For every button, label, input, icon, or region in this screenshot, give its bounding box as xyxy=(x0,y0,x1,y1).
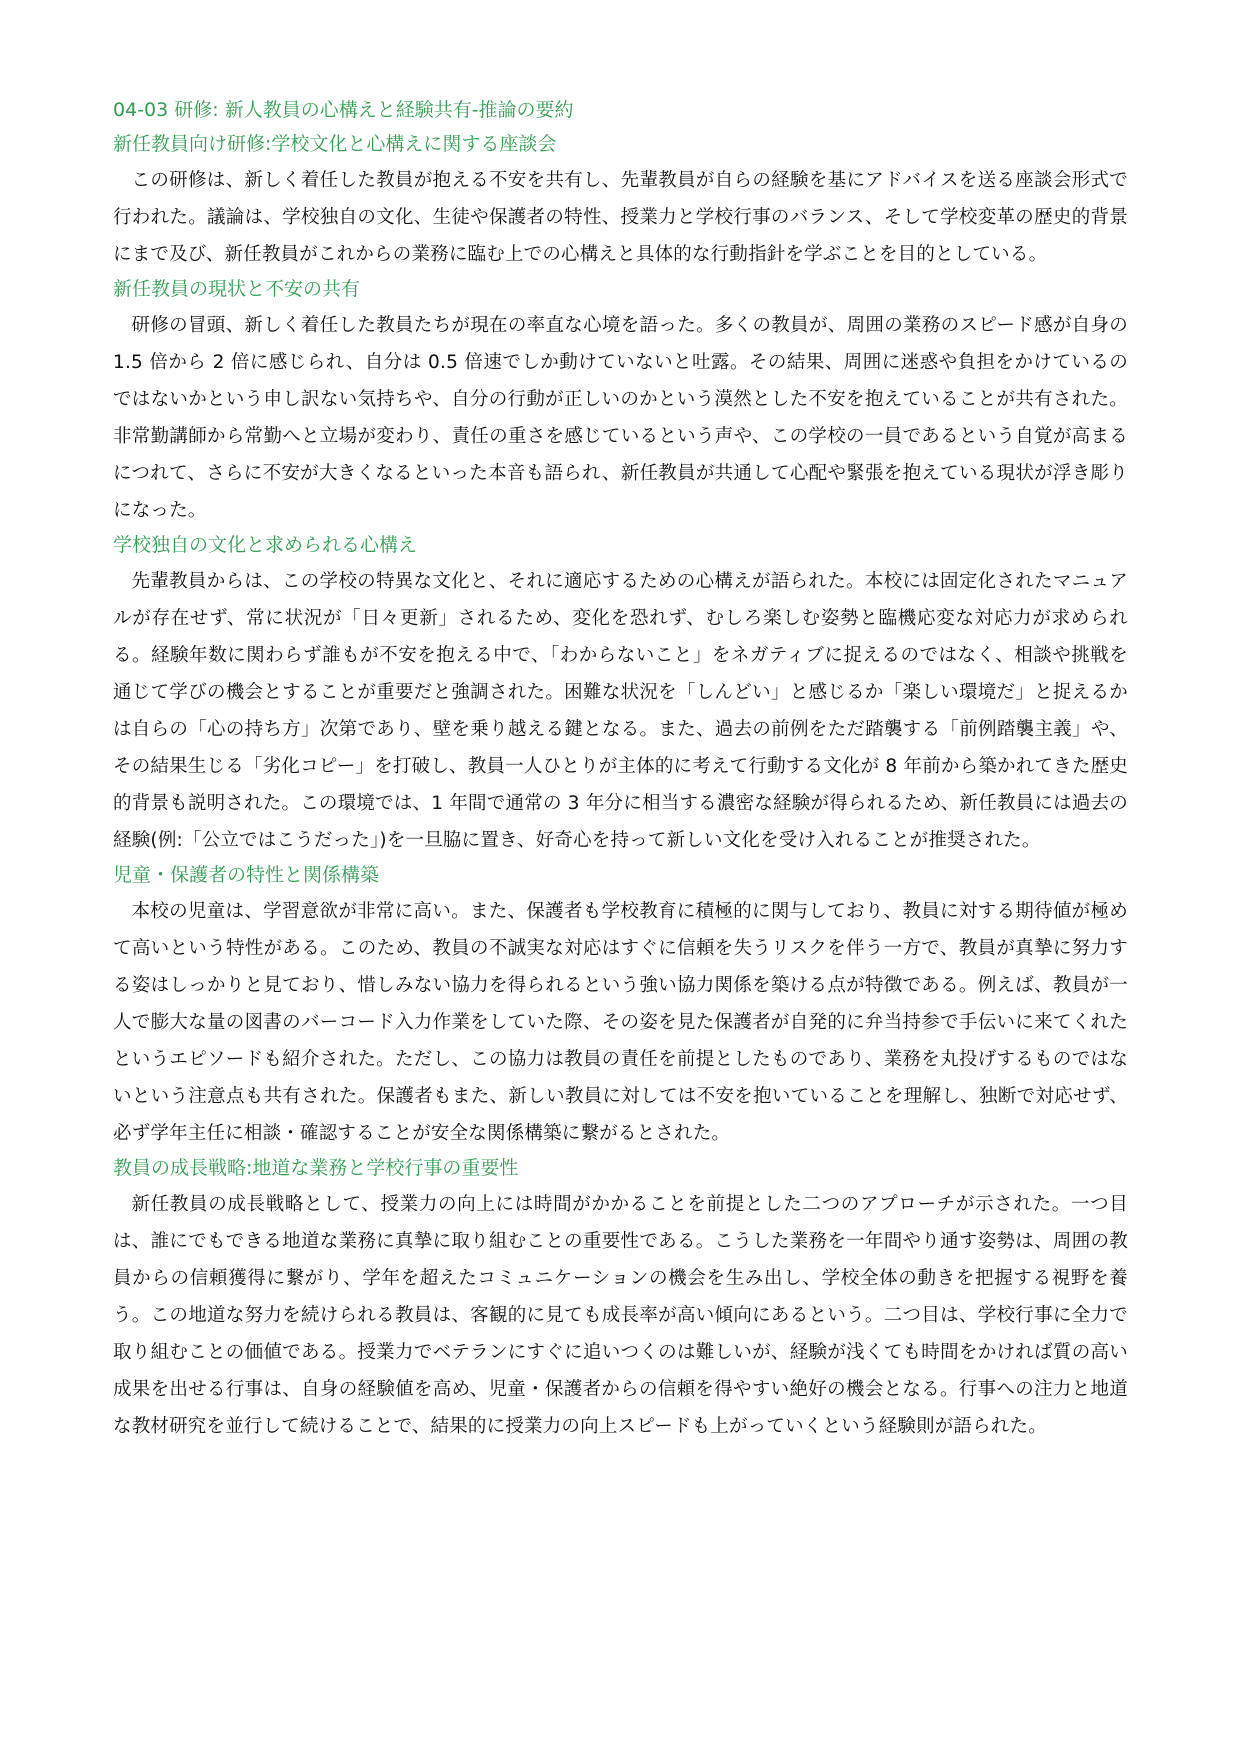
document-page xyxy=(113,96,1128,1447)
section-body-school-culture: 先輩教員からは、この学校の特異な文化と、それに適応するための心構えが語られた。本校には固定化されたマニュアルが存在せず、常に状況が「日々更新」されるため、変化を恐れず、むしろ楽しむ姿勢と臨機応変な対応力が求められる。経験年数に関わらず誰もが不安を抱える中で、「わからないこと」をネガティブに捉えるのではなく、相談や挑戦を通じて学びの機会とすることが重要だと強調された。困難な状況を「しんどい」と感じるか「楽しい環境だ」と捉えるかは自らの「心の持ち方」次第であり、壁を乗り越える鍵となる。また、過去の前例をただ踏襲する「前例踏襲主義」や、その結果生じる「劣化コピー」を打破し、教員一人ひとりが主体的に考えて行動する文化が 8 年前から築かれてきた歴史的背景も説明された。この環境では、1 年間で通常の 3 年分に相当する濃密な経験が得られるため、新任教員には過去の経験(例:「公立ではこうだった」)を一旦脇に置き、好奇心を持って新しい文化を受け入れることが推奨された。 xyxy=(113,571,1128,851)
section-heading-school-culture: 学校独自の文化と求められる心構え xyxy=(113,534,418,556)
section-body-growth-strategy: 新任教員の成長戦略として、授業力の向上には時間がかかることを前提とした二つのアプローチが示された。一つ目は、誰にでもできる地道な業務に真摯に取り組むことの重要性である。こうした業務を一年間やり通す姿勢は、周囲の教員からの信頼獲得に繋がり、学年を超えたコミュニケーションの機会を生み出し、学校全体の動きを把握する視野を養う。この地道な努力を続けられる教員は、客観的に見ても成長率が高い傾向にあるという。二つ目は、学校行事に全力で取り組むことの価値である。授業力でベテランにすぐに追いつくのは難しいが、経験が浅くても時間をかければ質の高い成果を出せる行事は、自身の経験値を高め、児童・保護者からの信頼を得やすい絶好の機会となる。行事への注力と地道な教材研究を並行して続けることで、結果的に授業力の向上スピードも上がっていくという経験則が語られた。 xyxy=(113,1194,1128,1437)
section-heading-students-parents: 児童・保護者の特性と関係構築 xyxy=(113,864,380,886)
section-body-anxiety: 研修の冒頭、新しく着任した教員たちが現在の率直な心境を語った。多くの教員が、周囲の業務のスピード感が自身の 1.5 倍から 2 倍に感じられ、自分は 0.5 倍速でしか動けていないと吐露。その結果、周囲に迷惑や負担をかけているのではないかという申し訳ない気持ちや、自分の行動が正しいのかという漠然とした不安を抱えていることが共有された。非常勤講師から常勤へと立場が変わり、責任の重さを感じているという声や、この学校の一員であるという自覚が高まるにつれて、さらに不安が大きくなるといった本音も語られ、新任教員が共通して心配や緊張を抱えている現状が浮き彫りになった。 xyxy=(113,315,1128,521)
document-subtitle: 新任教員向け研修:学校文化と心構えに関する座談会 xyxy=(113,133,557,155)
intro-paragraph: この研修は、新しく着任した教員が抱える不安を共有し、先輩教員が自らの経験を基にアドバイスを送る座談会形式で行われた。議論は、学校独自の文化、生徒や保護者の特性、授業力と学校行事のバランス、そして学校変革の歴史的背景にまで及び、新任教員がこれからの業務に臨む上での心構えと具体的な行動指針を学ぶことを目的としている。 xyxy=(113,170,1128,265)
section-body-students-parents: 本校の児童は、学習意欲が非常に高い。また、保護者も学校教育に積極的に関与しており、教員に対する期待値が極めて高いという特性がある。このため、教員の不誠実な対応はすぐに信頼を失うリスクを伴う一方で、教員が真摯に努力する姿はしっかりと見ており、惜しみない協力を得られるという強い協力関係を築ける点が特徴である。例えば、教員が一人で膨大な量の図書のバーコード入力作業をしていた際、その姿を見た保護者が自発的に弁当持参で手伝いに来てくれたというエピソードも紹介された。ただし、この協力は教員の責任を前提としたものであり、業務を丸投げするものではないという注意点も共有された。保護者もまた、新しい教員に対しては不安を抱いていることを理解し、独断で対応せず、必ず学年主任に相談・確認することが安全な関係構築に繋がるとされた。 xyxy=(113,901,1128,1144)
document-title: 04-03 研修: 新人教員の心構えと経験共有-推論の要約 xyxy=(113,99,574,121)
section-heading-growth-strategy: 教員の成長戦略:地道な業務と学校行事の重要性 xyxy=(113,1157,519,1179)
section-heading-anxiety: 新任教員の現状と不安の共有 xyxy=(113,278,361,300)
